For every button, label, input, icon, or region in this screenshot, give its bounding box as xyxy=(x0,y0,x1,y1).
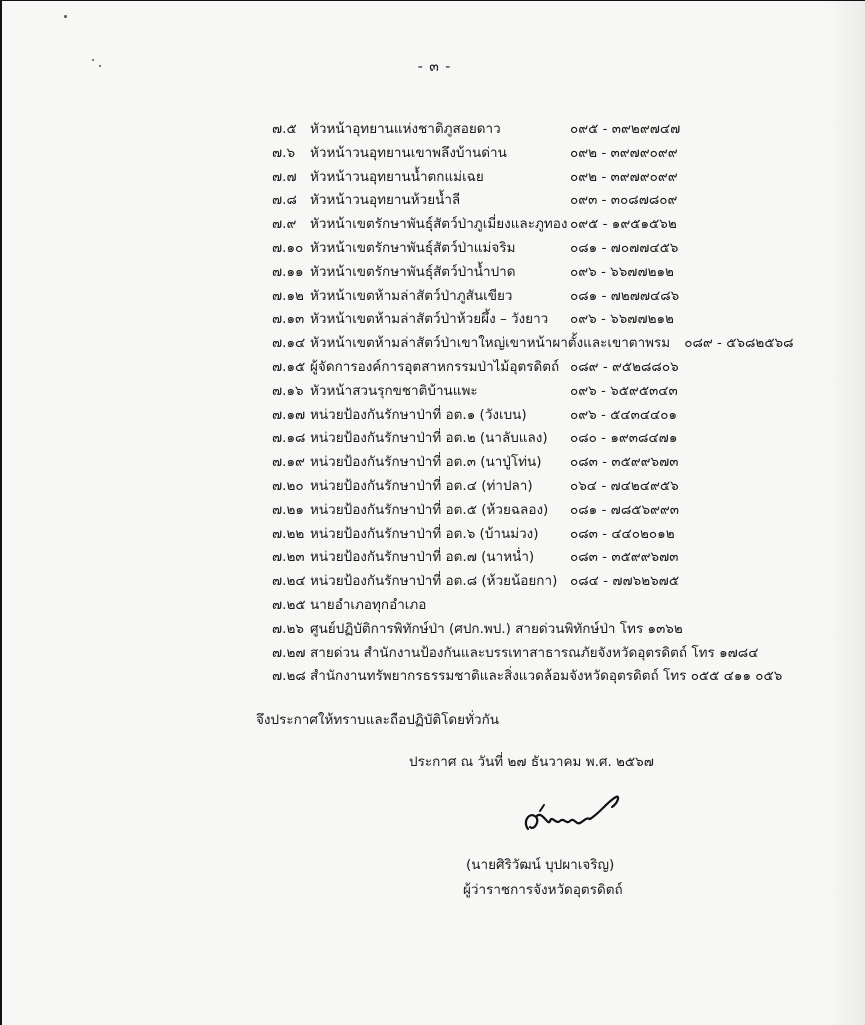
contact-label: นายอำเภอทุกอำเภอ xyxy=(310,596,427,613)
item-number: ๗.๒๒ xyxy=(272,525,305,542)
phone-number: ๐๖๔ - ๗๔๒๔๙๕๖ xyxy=(570,477,679,494)
contact-label: สายด่วน สำนักงานป้องกันและบรรเทาสาธารณภัยจังหวัดอุตรดิตถ์ โทร ๑๗๘๔ xyxy=(310,644,759,661)
contact-row xyxy=(272,261,832,285)
contact-label: หัวหน้าเขตรักษาพันธุ์สัตว์ป่าน้ำปาด xyxy=(310,263,516,280)
phone-number: ๐๘๐ - ๑๙๓๘๔๗๑ xyxy=(570,430,678,447)
contact-label: ศูนย์ปฏิบัติการพิทักษ์ป่า (ศปก.พป.) สายด่วนพิทักษ์ป่า โทร ๑๓๖๒ xyxy=(310,620,683,637)
contact-label: หน่วยป้องกันรักษาป่าที่ อต.๔ (ท่าปลา) xyxy=(310,477,533,494)
item-number: ๗.๙ xyxy=(272,216,297,233)
item-number: ๗.๑๗ xyxy=(272,406,306,423)
contact-label: หัวหน้าเขตห้ามล่าสัตว์ป่าห้วยผึ้ง – วังยาว xyxy=(310,311,549,328)
item-number: ๗.๑๙ xyxy=(272,454,305,471)
contact-row xyxy=(272,570,832,594)
phone-number: ๐๘๑ - ๗๒๗๗๔๘๖ xyxy=(570,287,680,304)
item-number: ๗.๒๐ xyxy=(272,477,304,494)
contact-row xyxy=(272,166,832,190)
contact-row xyxy=(272,475,832,499)
contact-label: หน่วยป้องกันรักษาป่าที่ อต.๖ (บ้านม่วง) xyxy=(310,525,539,542)
phone-number: ๐๘๙ - ๙๕๒๘๘๐๖ xyxy=(570,358,679,375)
phone-number: ๐๙๖ - ๖๖๗๗๒๑๒ xyxy=(570,311,674,328)
item-number: ๗.๒๔ xyxy=(272,573,306,590)
phone-number: ๐๙๕ - ๑๙๕๑๕๖๒ xyxy=(570,216,677,233)
phone-number: ๐๘๔ - ๗๗๖๒๖๗๕ xyxy=(570,573,680,590)
item-number: ๗.๒๖ xyxy=(272,620,304,637)
contact-row xyxy=(272,618,832,642)
contact-row xyxy=(272,332,832,356)
contact-row xyxy=(272,523,832,547)
phone-number: ๐๘๑ - ๗๐๗๗๔๕๖ xyxy=(570,239,679,256)
contact-row xyxy=(272,213,832,237)
item-number: ๗.๘ xyxy=(272,192,297,209)
phone-number: ๐๘๓ - ๓๕๙๙๖๗๓ xyxy=(570,549,679,566)
phone-number: ๐๙๒ - ๓๙๗๙๐๙๙ xyxy=(570,168,678,185)
item-number: ๗.๒๕ xyxy=(272,596,306,613)
item-number: ๗.๑๕ xyxy=(272,358,306,375)
phone-number: ๐๘๓ - ๓๕๙๙๖๗๓ xyxy=(570,454,679,471)
contact-row xyxy=(272,189,832,213)
item-number: ๗.๒๓ xyxy=(272,549,305,566)
item-number: ๗.๒๑ xyxy=(272,501,304,518)
item-number: ๗.๕ xyxy=(272,121,297,137)
item-number: ๗.๑๐ xyxy=(272,239,304,256)
contact-label: หัวหน้าเขตรักษาพันธุ์สัตว์ป่าภูเมี่ยงและภูทอง xyxy=(310,216,568,233)
contact-row xyxy=(272,142,832,166)
item-number: ๗.๑๑ xyxy=(272,263,304,280)
page-number: - ๓ - xyxy=(417,59,452,75)
scan-speck xyxy=(64,15,67,18)
contact-row xyxy=(272,594,832,618)
phone-number: ๐๙๖ - ๕๔๓๔๔๐๑ xyxy=(570,406,678,423)
contact-row xyxy=(272,499,832,523)
contact-label: สำนักงานทรัพยากรธรรมชาติและสิ่งแวดล้อมจังหวัดอุตรดิตถ์ โทร ๐๕๕ ๔๑๑ ๐๕๖ xyxy=(310,668,783,685)
contact-label: หัวหน้าเขตห้ามล่าสัตว์ป่าภูสันเขียว xyxy=(310,287,513,304)
item-number: ๗.๖ xyxy=(272,144,296,161)
phone-number: ๐๘๑ - ๗๘๕๖๙๙๓ xyxy=(570,501,680,518)
contact-label: หัวหน้าวนอุทยานห้วยน้ำลี xyxy=(310,192,461,209)
contact-label: หน่วยป้องกันรักษาป่าที่ อต.๒ (นาลับแลง) xyxy=(310,430,548,447)
contact-label: หัวหน้าอุทยานแห่งชาติภูสอยดาว xyxy=(310,121,501,137)
phone-number: ๐๘๙ - ๕๖๘๒๕๖๘ xyxy=(684,335,794,352)
contact-label: หัวหน้าเขตรักษาพันธุ์สัตว์ป่าแม่จริม xyxy=(310,239,516,256)
phone-number: ๐๙๖ - ๖๕๙๕๓๔๓ xyxy=(570,382,678,399)
contact-row xyxy=(272,546,832,570)
signer-name: (นายศิริวัฒน์ บุปผาเจริญ) xyxy=(466,857,615,873)
contact-row xyxy=(272,356,832,380)
phone-number: ๐๙๖ - ๖๖๗๗๒๑๒ xyxy=(570,263,674,280)
contact-label: หน่วยป้องกันรักษาป่าที่ อต.๑ (วังเบน) xyxy=(310,406,527,423)
contact-row xyxy=(272,404,832,428)
contact-row xyxy=(272,642,832,666)
item-number: ๗.๒๘ xyxy=(272,668,306,685)
closing-statement: จึงประกาศให้ทราบและถือปฏิบัติโดยทั่วกัน xyxy=(256,712,499,728)
announcement-date: ประกาศ ณ วันที่ ๒๗ ธันวาคม พ.ศ. ๒๕๖๗ xyxy=(409,754,654,770)
contact-label: หน่วยป้องกันรักษาป่าที่ อต.๓ (นาปู่โท่น) xyxy=(310,454,542,471)
signature-image xyxy=(520,791,630,841)
item-number: ๗.๑๓ xyxy=(272,311,305,328)
contact-row xyxy=(272,665,832,689)
contact-label: ผู้จัดการองค์การอุตสาหกรรมป่าไม้อุตรดิตถ์ xyxy=(310,358,560,375)
item-number: ๗.๒๗ xyxy=(272,644,306,661)
contact-label: หัวหน้าสวนรุกขชาติบ้านแพะ xyxy=(310,382,478,399)
contact-row xyxy=(272,285,832,309)
contact-label: หน่วยป้องกันรักษาป่าที่ อต.๗ (นาหน่ำ) xyxy=(310,549,535,566)
contact-label: หัวหน้าเขตห้ามล่าสัตว์ป่าเขาใหญ่เขาหน้าผาตั้งและเขาตาพรม xyxy=(310,335,671,352)
contact-row xyxy=(272,118,832,142)
phone-number: ๐๙๕ - ๓๙๒๙๗๔๗ xyxy=(570,121,681,137)
contact-label: หัวหน้าวนอุทยานน้ำตกแม่เฉย xyxy=(310,168,484,185)
item-number: ๗.๑๒ xyxy=(272,287,304,304)
item-number: ๗.๑๔ xyxy=(272,335,306,352)
contact-row xyxy=(272,451,832,475)
contact-label: หน่วยป้องกันรักษาป่าที่ อต.๘ (ห้วยน้อยกา) xyxy=(310,573,558,590)
phone-number: ๐๙๓ - ๓๐๘๗๘๐๙ xyxy=(570,192,678,209)
contact-row xyxy=(272,308,832,332)
signer-title: ผู้ว่าราชการจังหวัดอุตรดิตถ์ xyxy=(463,882,623,898)
phone-number: ๐๘๓ - ๔๔๐๒๐๑๒ xyxy=(570,525,675,542)
contact-label: หน่วยป้องกันรักษาป่าที่ อต.๕ (ห้วยฉลอง) xyxy=(310,501,549,518)
item-number: ๗.๑๖ xyxy=(272,382,304,399)
contact-label: หัวหน้าวนอุทยานเขาพลึงบ้านด่าน xyxy=(310,144,507,161)
item-number: ๗.๗ xyxy=(272,168,297,185)
page-edge-shadow xyxy=(827,1,865,1025)
phone-number: ๐๙๒ - ๓๙๗๙๐๙๙ xyxy=(570,144,678,161)
contact-row xyxy=(272,427,832,451)
item-number: ๗.๑๘ xyxy=(272,430,306,447)
contact-row xyxy=(272,380,832,404)
contact-row xyxy=(272,237,832,261)
contact-list xyxy=(272,118,832,689)
